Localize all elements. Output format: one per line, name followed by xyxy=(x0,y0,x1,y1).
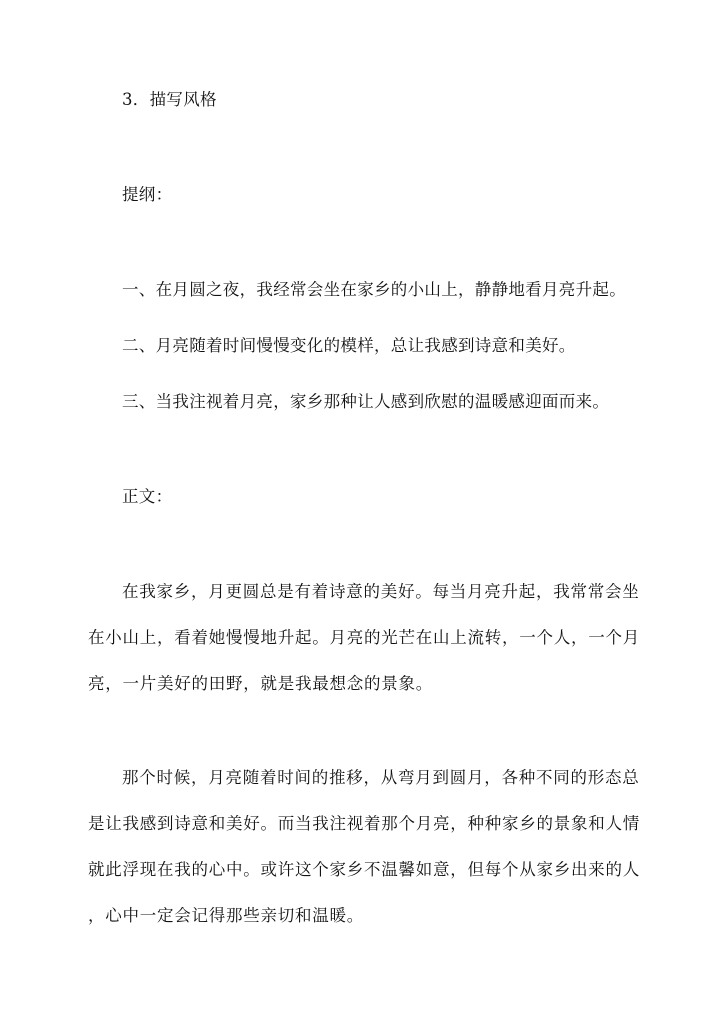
outline-item-3: 三、当我注视着月亮，家乡那种让人感到欣慰的温暖感迎面而来。 xyxy=(122,392,610,411)
paragraph-line: 那个时候，月亮随着时间的推移，从弯月到圆月，各种不同的形态总 xyxy=(122,768,640,787)
paragraph-line: 在小山上，看着她慢慢地升起。月亮的光芒在山上流转，一个人，一个月 xyxy=(88,628,640,647)
outline-item-1: 一、在月圆之夜，我经常会坐在家乡的小山上，静静地看月亮升起。 xyxy=(122,280,626,299)
paragraph-line: 是让我感到诗意和美好。而当我注视着那个月亮，种种家乡的景象和人情 xyxy=(88,814,640,833)
paragraph-line: 在我家乡，月更圆总是有着诗意的美好。每当月亮升起，我常常会坐 xyxy=(122,582,640,601)
section-heading: 3．描写风格 xyxy=(122,90,217,109)
paragraph-line: ，心中一定会记得那些亲切和温暖。 xyxy=(88,906,364,925)
outline-item-2: 二、月亮随着时间慢慢变化的模样，总让我感到诗意和美好。 xyxy=(122,336,576,355)
paragraph-line: 亮，一片美好的田野，就是我最想念的景象。 xyxy=(88,674,433,693)
body-label: 正文： xyxy=(122,487,173,506)
paragraph-line: 就此浮现在我的心中。或许这个家乡不温馨如意，但每个从家乡出来的人 xyxy=(88,860,640,879)
outline-label: 提纲： xyxy=(122,185,173,204)
